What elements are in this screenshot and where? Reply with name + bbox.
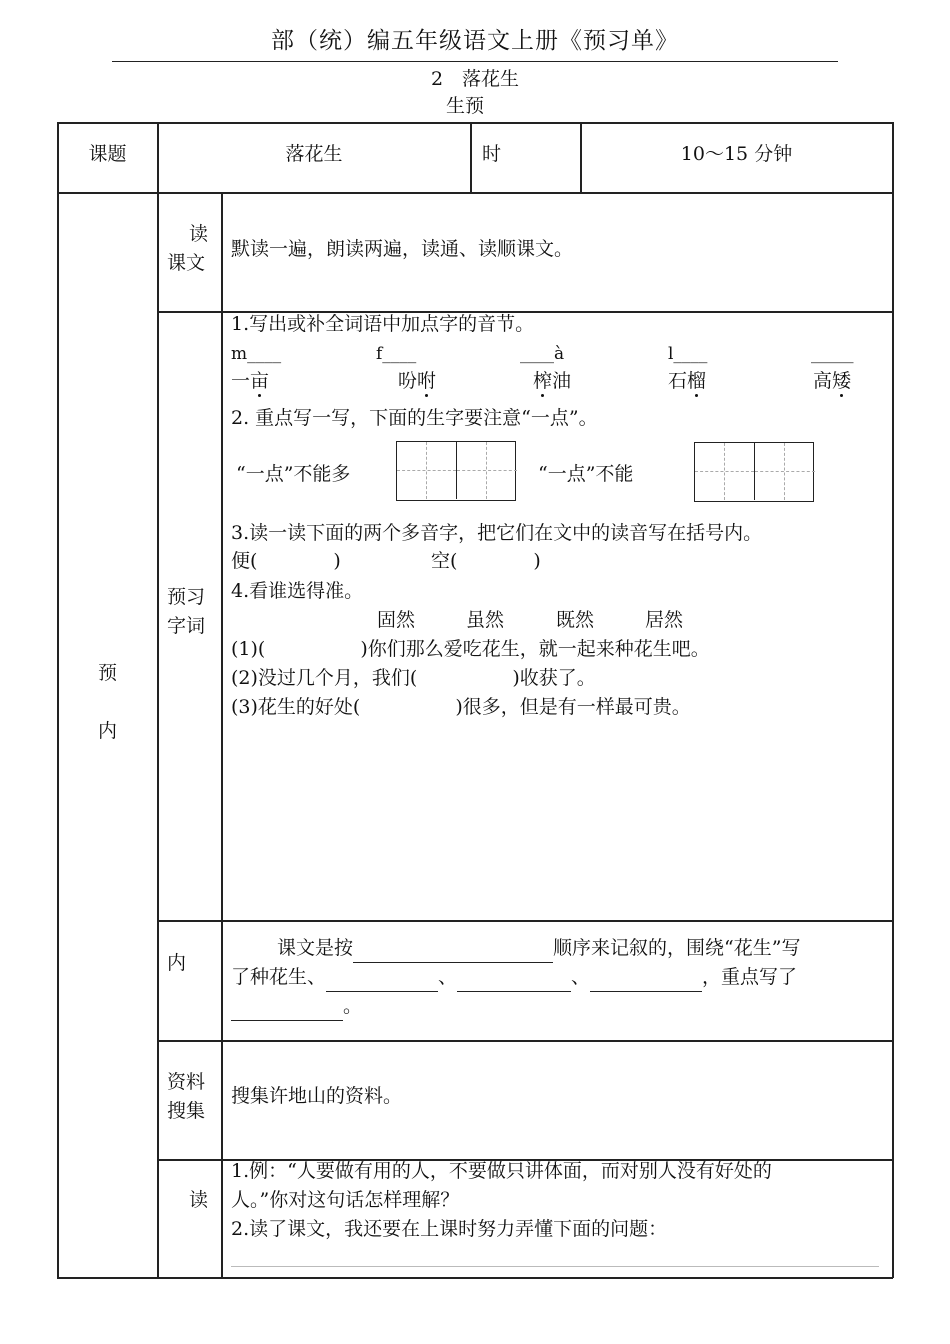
document-title: 部（统）编五年级语文上册《预习单》 (271, 28, 679, 54)
read-text-content: 默读一遍，朗读两遍，读通、读顺课文。 (231, 238, 574, 260)
blank-order[interactable] (353, 942, 553, 963)
pinyin-blank-1[interactable]: m____ (231, 344, 282, 364)
polyphone-bian[interactable]: 便( ) (231, 550, 341, 572)
question-1: 1.写出或补全词语中加点字的音节。 (231, 313, 535, 335)
q2-left-text: “一点”不能多 (236, 463, 351, 485)
blank-event-1[interactable] (326, 971, 438, 992)
materials-label-2: 搜集 (167, 1100, 206, 1122)
pinyin-blank-5[interactable]: _____ (811, 344, 854, 364)
option-suiran: 虽然 (466, 609, 505, 631)
content-line-2: 了种花生、 、 、 ，重点写了 (231, 963, 797, 992)
sentence-1[interactable]: (1)( )你们那么爱吃花生，就一起来种花生吧。 (231, 638, 710, 660)
topic-label: 课题 (88, 143, 127, 165)
time-value: 10～15 分钟 (680, 143, 793, 165)
writing-grid-left[interactable] (396, 441, 516, 501)
pinyin-blank-4[interactable]: l____ (668, 344, 708, 364)
blank-event-3[interactable] (590, 971, 702, 992)
blank-event-2[interactable] (457, 971, 571, 992)
sub-heading: 生预 (445, 95, 484, 117)
writing-grid-right[interactable] (694, 442, 814, 502)
lesson-heading: 2 落花生 (430, 68, 520, 90)
word-2: 吩咐 (398, 370, 437, 392)
blank-focus[interactable] (231, 1000, 343, 1021)
word-4: 石榴 (668, 370, 707, 392)
question-3: 3.读一读下面的两个多音字，把它们在文中的读音写在括号内。 (231, 522, 763, 544)
question-4: 4.看谁选得准。 (231, 580, 364, 602)
option-jiran: 既然 (556, 609, 595, 631)
title-rule (112, 61, 838, 62)
q2-right-text: “一点”不能 (538, 463, 634, 485)
question-2: 2. 重点写一写，下面的生字要注意“一点”。 (231, 407, 598, 429)
left-label-top: 预 (97, 662, 117, 684)
word-3: 榨油 (533, 370, 572, 392)
reading-q1-line2: 人。”你对这句话怎样理解？ (231, 1189, 460, 1211)
read-label-1: 读 (189, 223, 209, 245)
reading-q2: 2.读了课文，我还要在上课时努力弄懂下面的问题： (231, 1218, 668, 1240)
materials-content: 搜集许地山的资料。 (231, 1085, 403, 1107)
reading-label: 读 (189, 1189, 209, 1211)
reading-q1-line1: 1.例：“人要做有用的人，不要做只讲体面，而对别人没有好处的 (231, 1160, 772, 1182)
preview-label-1: 预习 (167, 586, 206, 608)
option-guran: 固然 (377, 609, 416, 631)
topic-value: 落花生 (285, 143, 343, 165)
materials-label-1: 资料 (167, 1071, 206, 1093)
time-label: 时 (482, 143, 502, 165)
content-line-3: 。 (231, 992, 362, 1021)
preview-label-2: 字词 (167, 615, 206, 637)
answer-line[interactable] (231, 1266, 879, 1267)
sentence-2[interactable]: (2)没过几个月，我们( )收获了。 (231, 667, 596, 689)
content-label: 内 (167, 952, 187, 974)
polyphone-kong[interactable]: 空( ) (431, 550, 541, 572)
word-1: 一亩 (231, 370, 270, 392)
option-juran: 居然 (645, 609, 684, 631)
left-label-bottom: 内 (97, 720, 117, 742)
sentence-3[interactable]: (3)花生的好处( )很多，但是有一样最可贵。 (231, 696, 691, 718)
content-line-1: 课文是按 顺序来记叙的，围绕“花生”写 (277, 934, 800, 963)
word-5: 高矮 (813, 370, 852, 392)
read-label-2: 课文 (167, 252, 206, 274)
pinyin-blank-3[interactable]: ____à (520, 344, 565, 364)
pinyin-blank-2[interactable]: f____ (376, 344, 417, 364)
